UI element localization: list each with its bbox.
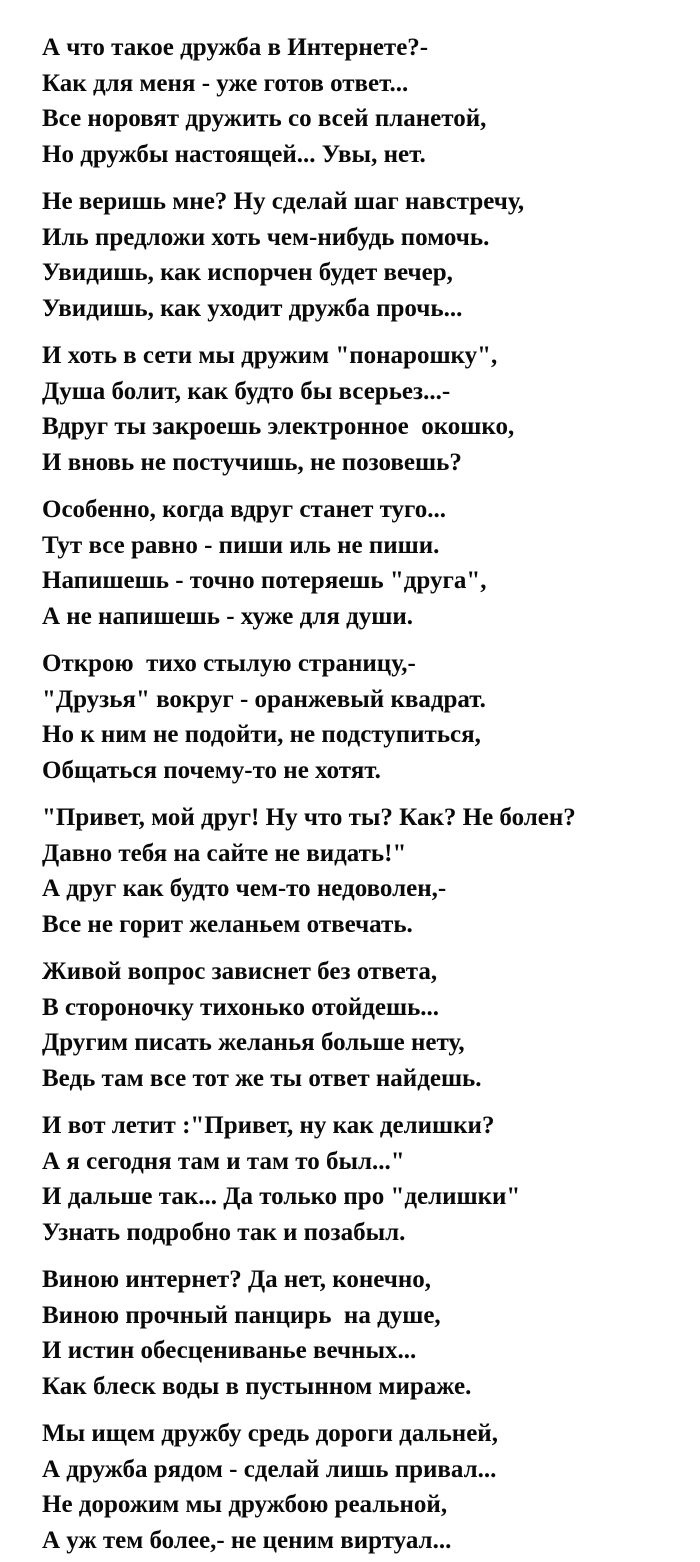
poem-line: А не напишешь - хуже для души. [42,602,414,630]
poem-line: Тут все равно - пиши иль не пиши. [42,531,440,559]
poem-line: И вот летит :"Привет, ну как делишки? [42,1112,495,1139]
stanza-9 [42,1262,700,1404]
poem-line: Душа болит, как будто бы всерьез...- [42,377,451,405]
poem-line: Виною интернет? Да нет, конечно, [42,1266,432,1293]
poem-line: Увидишь, как уходит дружба прочь... [42,294,463,322]
poem-line: Но к ним не подойти, не подступиться, [42,721,481,748]
stanza-8 [42,1108,700,1250]
poem-line: А дружба рядом - сделай лишь привал... [42,1455,497,1483]
poem-line: Все не горит желаньем отвечать. [42,910,413,938]
poem-line: Как для меня - уже готов ответ... [42,69,409,97]
stanza-3 [42,338,700,480]
poem-line: Другим писать желанья больше нету, [42,1029,465,1056]
poem-line: И хоть в сети мы дружим "понарошку", [42,342,498,369]
stanza-7 [42,954,700,1096]
stanza-2 [42,184,700,326]
poem-line: Виною прочный панцирь на душе, [42,1301,441,1329]
stanza-6 [42,800,700,942]
poem-line: Как блеск воды в пустынном мираже. [42,1372,472,1400]
poem-line: Живой вопрос зависнет без ответа, [42,958,438,985]
poem-line: Не веришь мне? Ну сделай шаг навстречу, [42,188,525,215]
poem-line: А друг как будто чем-то недоволен,- [42,875,447,902]
poem-line: Увидишь, как испорчен будет вечер, [42,259,453,286]
poem-line: Вдруг ты закроешь электронное окошко, [42,413,515,440]
poem-line: Общаться почему-то не хотят. [42,756,381,784]
poem-line: "Друзья" вокруг - оранжевый квадрат. [42,685,486,713]
poem-line: Особенно, когда вдруг станет туго... [42,496,447,523]
poem-line: В стороночку тихонько отойдешь... [42,993,440,1021]
poem-line: Узнать подробно так и позабыл. [42,1218,406,1246]
poem-line: И вновь не постучишь, не позовешь? [42,448,462,476]
poem-line: Ведь там все тот же ты ответ найдешь. [42,1064,482,1092]
poem-line: "Привет, мой друг! Ну что ты? Как? Не болен? [42,804,576,831]
poem-line: А я сегодня там и там то был..." [42,1147,405,1175]
poem-line: Все норовят дружить со всей планетой, [42,105,487,132]
poem-line: И истин обесцениванье вечных... [42,1337,417,1364]
poem-line: Напишешь - точно потеряешь "друга", [42,567,487,594]
stanza-4 [42,492,700,634]
stanza-5 [42,646,700,788]
poem-line: И дальше так... Да только про "делишки" [42,1183,521,1210]
poem-line: Не дорожим мы дружбою реальной, [42,1491,448,1518]
poem-line: Давно тебя на сайте не видать!" [42,839,407,867]
stanza-1 [42,30,700,172]
stanza-10 [42,1416,700,1558]
poem-line: А что такое дружба в Интернете?- [42,34,429,61]
poem-line: Но дружбы настоящей... Увы, нет. [42,140,426,168]
poem-line: Мы ищем дружбу средь дороги дальней, [42,1420,498,1447]
poem-line: Открою тихо стылую страницу,- [42,650,416,677]
poem-line: Иль предложи хоть чем-нибудь помочь. [42,223,490,251]
poem-line: А уж тем более,- не ценим виртуал... [42,1526,452,1554]
